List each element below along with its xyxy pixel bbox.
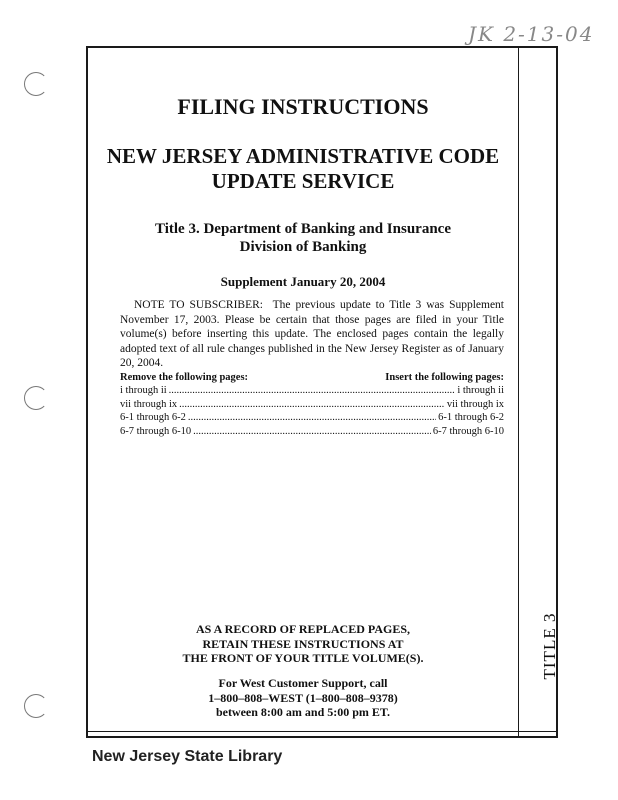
page-replacement-list <box>120 372 504 438</box>
binder-hole-middle <box>24 386 48 410</box>
remove-pages: vii through ix <box>120 398 178 410</box>
customer-support <box>88 676 518 720</box>
leader-dots <box>188 411 436 425</box>
remove-pages: 6-1 through 6-2 <box>120 412 186 423</box>
subscriber-note <box>120 298 504 371</box>
support-phone: 1–800–808–WEST (1–800–808–9378) <box>208 690 398 705</box>
department-line-2: Division of Banking <box>239 239 367 255</box>
remove-pages: i through ii <box>120 385 167 396</box>
page-row <box>120 398 504 412</box>
code-title-line-2: UPDATE SERVICE <box>211 169 395 193</box>
title-tab <box>534 608 564 688</box>
record-line-1: AS A RECORD OF REPLACED PAGES, <box>195 622 411 636</box>
insert-pages: 6-1 through 6-2 <box>438 412 504 423</box>
page-list-header <box>120 372 504 383</box>
document-frame <box>86 46 558 738</box>
binder-hole-bottom <box>24 694 48 718</box>
supplement-date: Supplement January 20, 2004 <box>220 274 386 289</box>
tab-divider-line <box>518 48 519 736</box>
support-line-1: For West Customer Support, call <box>218 676 388 690</box>
note-label: NOTE TO SUBSCRIBER: <box>134 299 263 311</box>
leader-dots <box>169 384 456 398</box>
page-row <box>120 425 504 439</box>
insert-pages: vii through ix <box>446 398 504 410</box>
page-row <box>120 411 504 425</box>
remove-header: Remove the following pages: <box>120 372 249 383</box>
leader-dots <box>193 425 431 439</box>
note-text: The previous update to Title 3 was Supplement November 17, 2003. Please be certain that those pages are filed in your Title volume(s) before inserting this update. The enclosed pages contain the legally adopted text of all rule changes published in the New Jersey Register as of January 20, 2004. <box>120 299 505 369</box>
insert-pages: i through ii <box>457 385 504 396</box>
record-line-3: THE FRONT OF YOUR TITLE VOLUME(S). <box>182 651 424 665</box>
remove-pages: 6-7 through 6-10 <box>120 425 192 437</box>
handwritten-initials-date: JK 2-13-04 <box>468 22 595 46</box>
tab-label: TITLE 3 <box>540 612 559 680</box>
page-title: FILING INSTRUCTIONS <box>177 94 429 119</box>
page-row <box>120 384 504 398</box>
department-heading <box>88 220 518 256</box>
record-notice <box>88 622 518 666</box>
insert-pages: 6-7 through 6-10 <box>432 425 504 437</box>
binder-hole-top <box>24 72 48 96</box>
frame-inner-rule <box>88 731 556 732</box>
footer-library-stamp: New Jersey State Library <box>92 748 283 765</box>
insert-header: Insert the following pages: <box>385 372 504 383</box>
code-title-line-1: NEW JERSEY ADMINISTRATIVE CODE <box>106 144 500 168</box>
code-title <box>88 144 518 194</box>
support-hours: between 8:00 am and 5:00 pm ET. <box>215 705 391 719</box>
leader-dots <box>179 398 445 412</box>
record-line-2: RETAIN THESE INSTRUCTIONS AT <box>202 636 404 651</box>
department-line-1: Title 3. Department of Banking and Insurance <box>154 221 451 237</box>
